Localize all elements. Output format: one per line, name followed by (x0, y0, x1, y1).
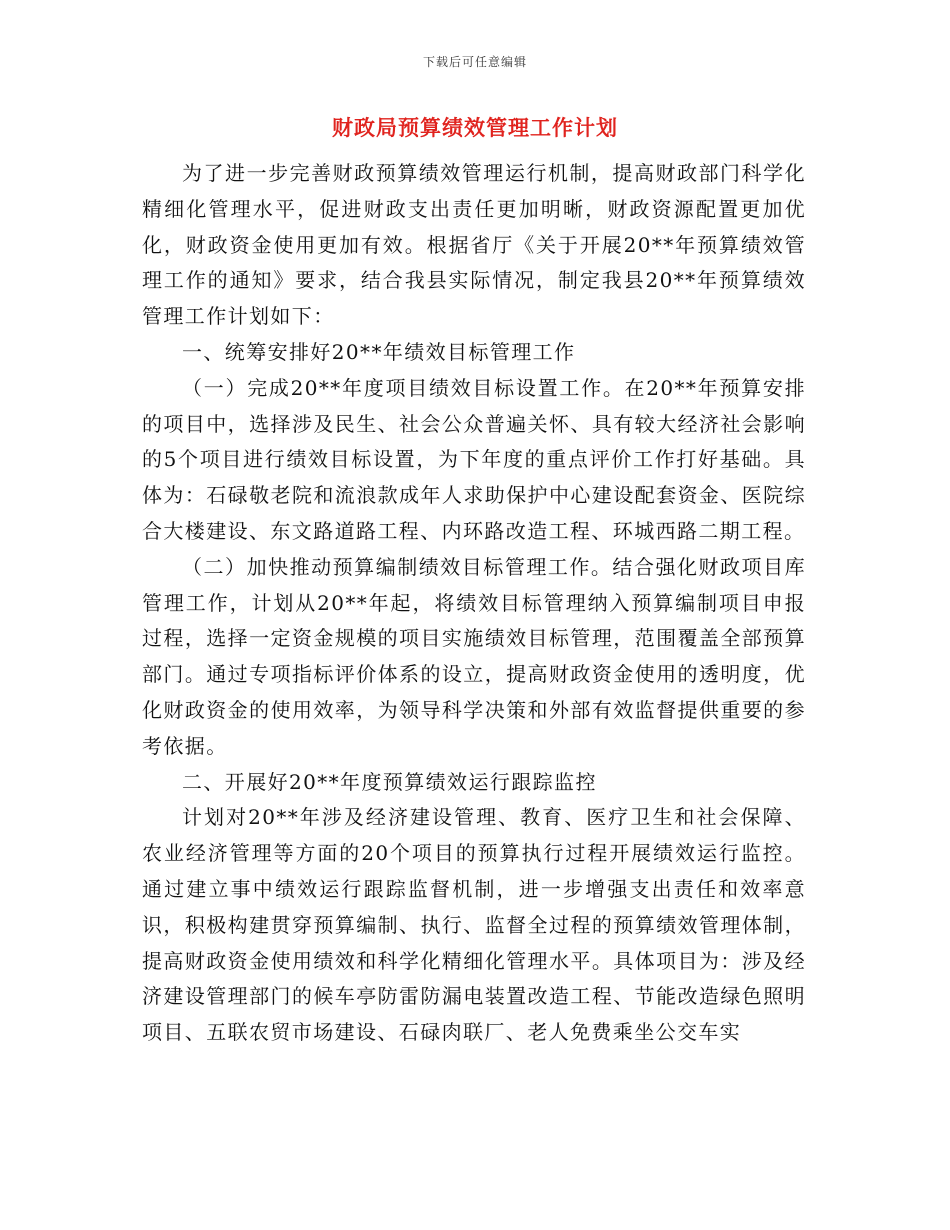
paragraph-1-1: （一）完成20**年度项目绩效目标设置工作。在20**年预算安排的项目中，选择涉及民生、社会公众普遍关怀、具有较大经济社会影响的5个项目进行绩效目标设置，为下年度的重点评价工作打好基础。具体为：石碌敬老院和流浪款成年人求助保护中心建设配套资金、医院综合大楼建设、东文路道路工程、内环路改造工程、环城西路二期工程。 (142, 375, 806, 543)
paragraph-2: 计划对20**年涉及经济建设管理、教育、医疗卫生和社会保障、农业经济管理等方面的20个项目的预算执行过程开展绩效运行监控。通过建立事中绩效运行跟踪监督机制，进一步增强支出责任和效率意识，积极构建贯穿预算编制、执行、监督全过程的预算绩效管理体制，提高财政资金使用绩效和科学化精细化管理水平。具体项目为：涉及经济建设管理部门的候车亭防雷防漏电装置改造工程、节能改造绿色照明项目、五联农贸市场建设、石碌肉联厂、老人免费乘坐公交车实 (142, 805, 806, 1045)
document-title: 财政局预算绩效管理工作计划 (332, 116, 618, 140)
paragraph-intro: 为了进一步完善财政预算绩效管理运行机制，提高财政部门科学化精细化管理水平，促进财政支出责任更加明晰，财政资源配置更加优化，财政资金使用更加有效。根据省厅《关于开展20**年预算绩效管理工作的通知》要求，结合我县实际情况，制定我县20**年预算绩效管理工作计划如下： (142, 161, 806, 329)
header-note: 下载后可任意编辑 (422, 55, 527, 69)
section-heading-1: 一、统筹安排好20**年绩效目标管理工作 (182, 339, 576, 364)
document-body (142, 156, 806, 1051)
section-heading-2: 二、开展好20**年度预算绩效运行跟踪监控 (182, 769, 597, 794)
paragraph-1-2: （二）加快推动预算编制绩效目标管理工作。结合强化财政项目库管理工作，计划从20**年起，将绩效目标管理纳入预算编制项目申报过程，选择一定资金规模的项目实施绩效目标管理，范围覆盖全部预算部门。通过专项指标评价体系的设立，提高财政资金使用的透明度，优化财政资金的使用效率，为领导科学决策和外部有效监督提供重要的参考依据。 (142, 554, 806, 758)
